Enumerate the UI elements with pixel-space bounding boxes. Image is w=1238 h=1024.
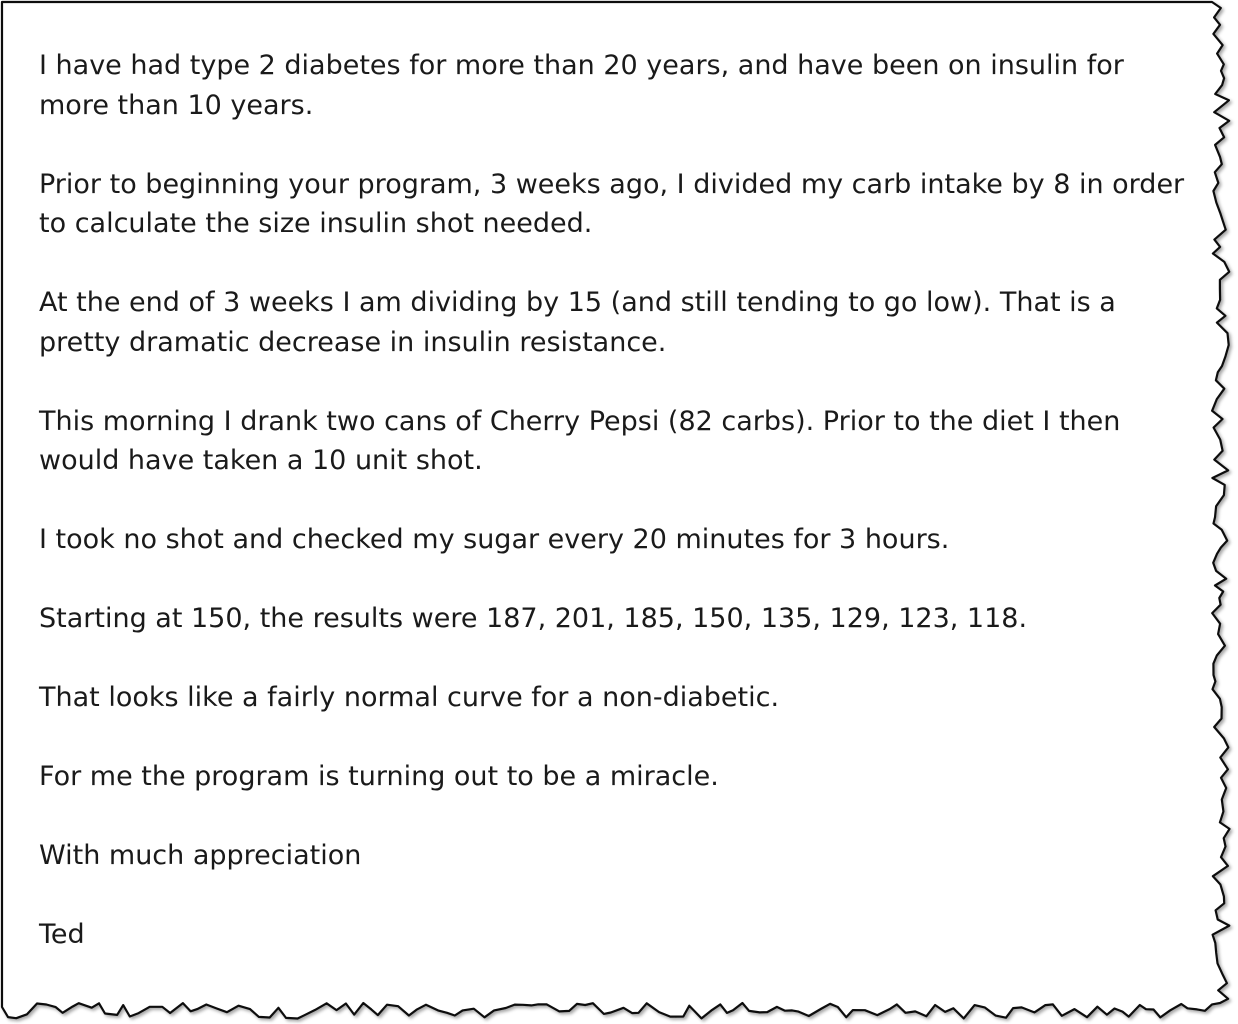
paragraph-no-shot: I took no shot and checked my sugar every 20 minutes for 3 hours. <box>39 524 950 555</box>
signature-name: Ted <box>39 919 85 950</box>
paragraph-cherry-pepsi: This morning I drank two cans of Cherry Pepsi (82 carbs). Prior to the diet I then would have taken a 10 unit shot. <box>39 405 1121 476</box>
paragraph-miracle: For me the program is turning out to be a miracle. <box>39 761 719 792</box>
paragraph-normal-curve: That looks like a fairly normal curve for a non-diabetic. <box>39 682 780 713</box>
letter-body <box>39 46 1189 994</box>
paragraph-current-dosing: At the end of 3 weeks I am dividing by 15 (and still tending to go low). That is a pretty dramatic decrease in insulin resistance. <box>39 287 1116 358</box>
paragraph-history: I have had type 2 diabetes for more than 20 years, and have been on insulin for more than 10 years. <box>39 50 1124 121</box>
paragraph-results: Starting at 150, the results were 187, 201, 185, 150, 135, 129, 123, 118. <box>39 603 1028 634</box>
paragraph-prior-dosing: Prior to beginning your program, 3 weeks ago, I divided my carb intake by 8 in order to calculate the size insulin shot needed. <box>39 168 1185 239</box>
closing-line: With much appreciation <box>39 840 362 871</box>
